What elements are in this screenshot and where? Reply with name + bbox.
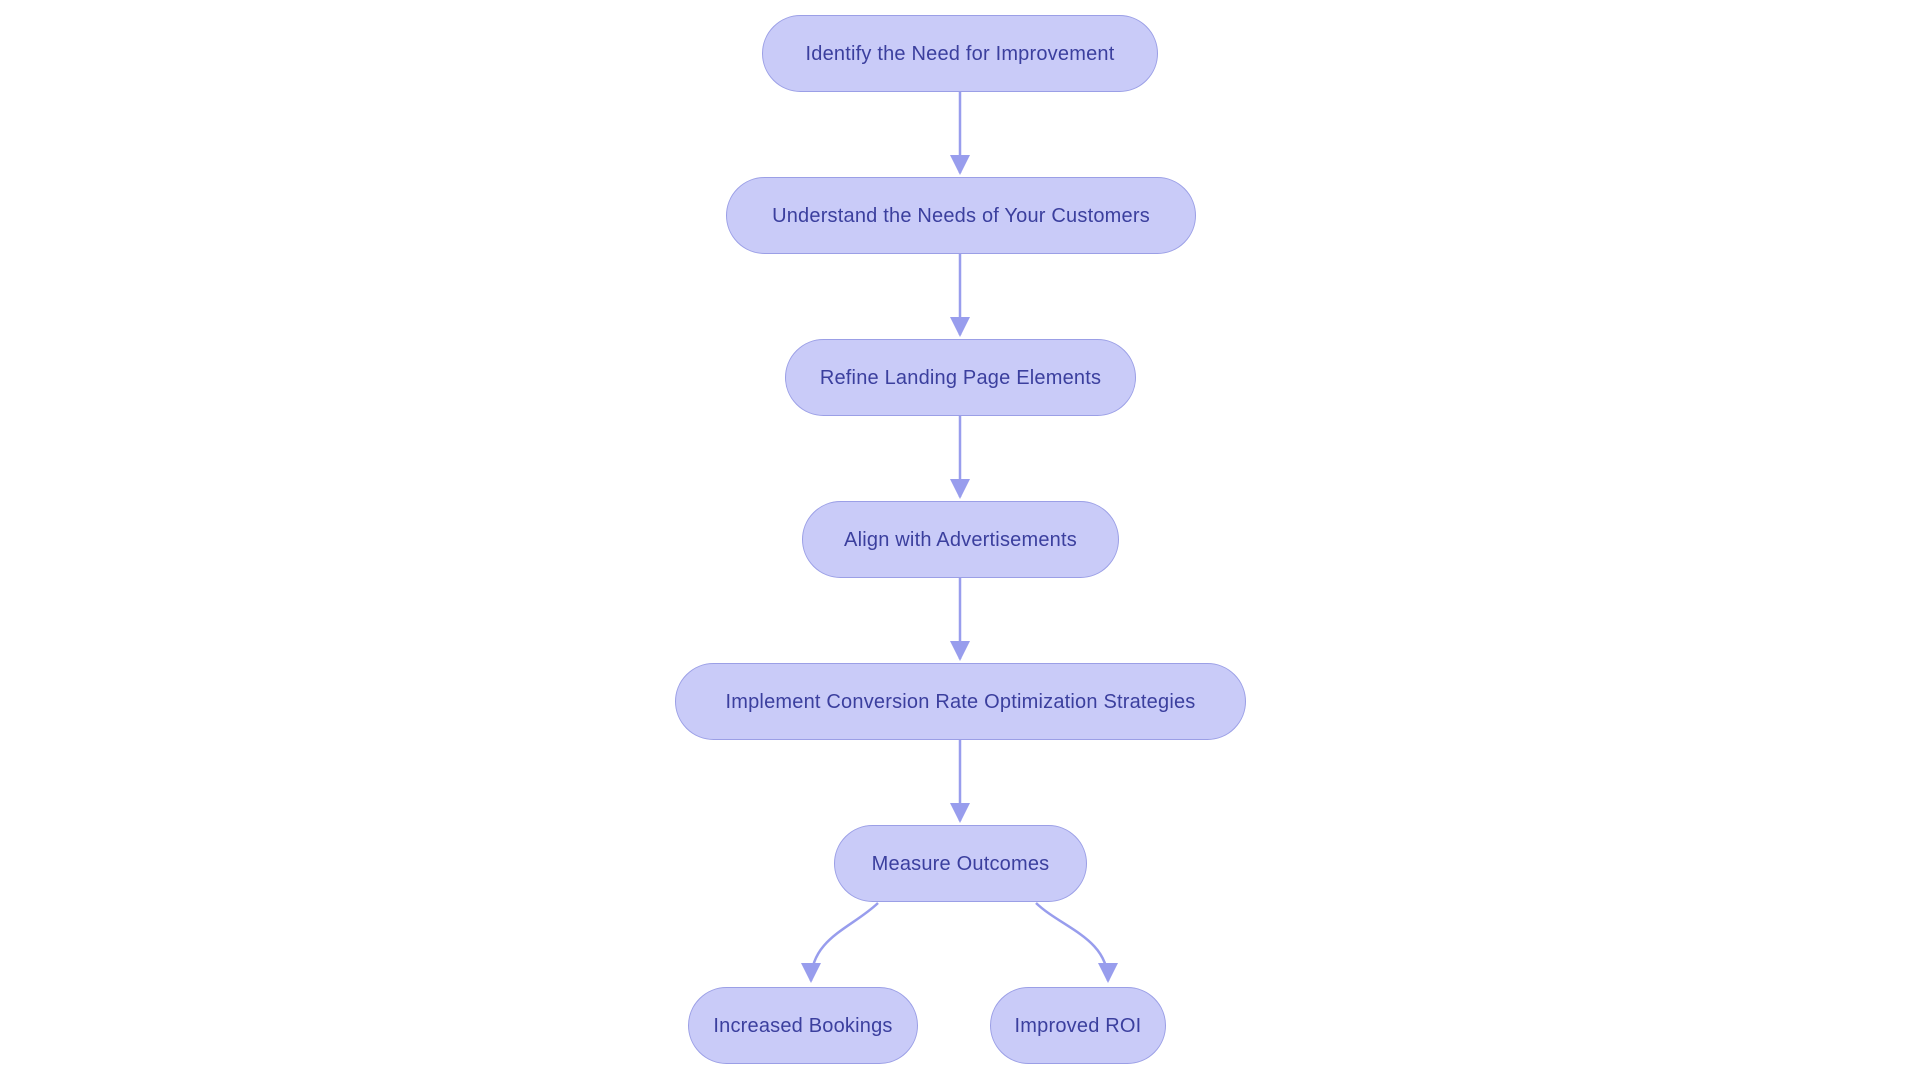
flow-node-measure-outcomes: Measure Outcomes — [834, 825, 1087, 902]
edge-arrow-measure-to-bookings — [811, 903, 878, 981]
flow-node-align-advertisements: Align with Advertisements — [802, 501, 1119, 578]
edge-arrow-measure-to-roi — [1036, 903, 1108, 981]
flow-node-improved-roi: Improved ROI — [990, 987, 1166, 1064]
flow-node-refine-landing-page: Refine Landing Page Elements — [785, 339, 1136, 416]
flow-node-identify-need: Identify the Need for Improvement — [762, 15, 1158, 92]
flow-node-increased-bookings: Increased Bookings — [688, 987, 918, 1064]
flow-node-understand-customers: Understand the Needs of Your Customers — [726, 177, 1196, 254]
flow-node-implement-cro: Implement Conversion Rate Optimization Strategies — [675, 663, 1246, 740]
